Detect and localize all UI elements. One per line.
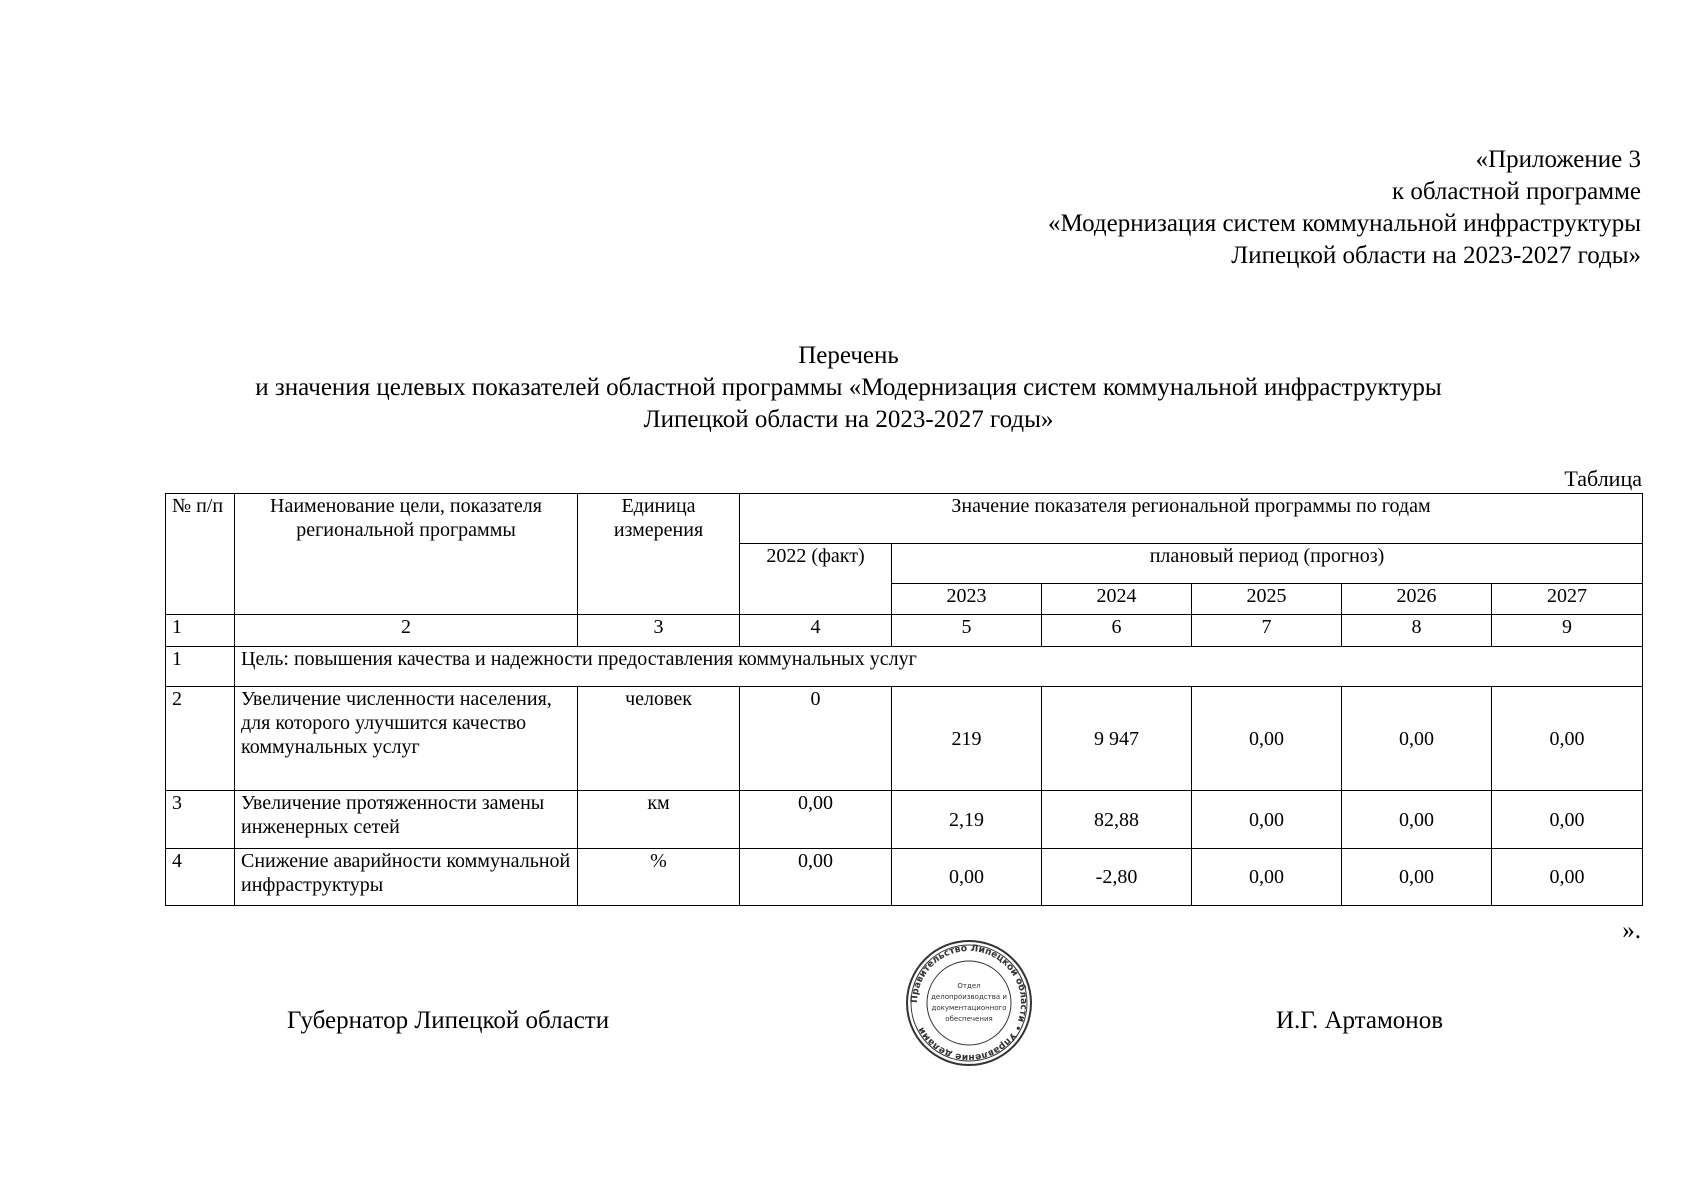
stamp-inner-line: Отдел [957, 982, 981, 990]
row-value: 9 947 [1042, 687, 1192, 791]
header-year: 2027 [1492, 584, 1643, 615]
goal-row [166, 647, 1643, 687]
row-value: 0,00 [1192, 791, 1342, 849]
closing-quote: ». [1622, 917, 1641, 944]
row-value: -2,80 [1042, 849, 1192, 906]
table-row [166, 849, 1643, 906]
header-values-group: Значение показателя региональной программы по годам [740, 494, 1643, 544]
row-value: 0,00 [1192, 849, 1342, 906]
title-line: Перечень [798, 342, 899, 369]
row-name: Увеличение протяженности замены инженерных сетей [235, 791, 578, 849]
row-unit: км [578, 791, 740, 849]
signatory-name: И.Г. Артамонов [1276, 1007, 1443, 1034]
appendix-line: «Модернизация систем коммунальной инфраструктуры [1048, 210, 1641, 237]
header-num: № п/п [166, 494, 235, 615]
table-caption: Таблица [1564, 466, 1642, 491]
header-year: 2026 [1342, 584, 1492, 615]
title-line: Липецкой области на 2023-2027 годы» [643, 406, 1054, 433]
column-number: 8 [1342, 615, 1492, 647]
row-value: 219 [892, 687, 1042, 791]
row-value: 0,00 [1192, 687, 1342, 791]
document-title [0, 340, 1697, 436]
appendix-line: к областной программе [1391, 178, 1641, 205]
stamp-inner-line: документационного [931, 1004, 1007, 1012]
column-number: 7 [1192, 615, 1342, 647]
column-number: 5 [892, 615, 1042, 647]
indicators-table [165, 493, 1643, 906]
row-fact: 0,00 [740, 791, 892, 849]
header-fact-year: 2022 (факт) [740, 544, 892, 615]
column-number-row [166, 615, 1643, 647]
column-number: 9 [1492, 615, 1643, 647]
row-value: 82,88 [1042, 791, 1192, 849]
stamp-outer-text: Правительство Липецкой области • Управление делами [908, 942, 1030, 1064]
row-value: 2,19 [892, 791, 1042, 849]
title-line: и значения целевых показателей областной программы «Модернизация систем коммунальной инфраструктуры [255, 374, 1442, 401]
row-num: 4 [166, 849, 235, 906]
column-number: 1 [166, 615, 235, 647]
column-number: 2 [235, 615, 578, 647]
row-name: Увеличение численности населения, для которого улучшится качество коммунальных услуг [235, 687, 578, 791]
column-number: 3 [578, 615, 740, 647]
row-value: 0,00 [1342, 687, 1492, 791]
header-plan-period: плановый период (прогноз) [892, 544, 1643, 584]
row-unit: % [578, 849, 740, 906]
row-value: 0,00 [1492, 687, 1643, 791]
row-name: Снижение аварийности коммунальной инфраструктуры [235, 849, 578, 906]
row-value: 0,00 [1492, 791, 1643, 849]
header-name: Наименование цели, показателя региональной программы [235, 494, 578, 615]
table-row [166, 791, 1643, 849]
row-value: 0,00 [1342, 791, 1492, 849]
header-year: 2024 [1042, 584, 1192, 615]
stamp-inner-line: делопроизводства и [931, 993, 1007, 1001]
goal-text: Цель: повышения качества и надежности предоставления коммунальных услуг [235, 647, 1643, 687]
header-unit: Единица измерения [578, 494, 740, 615]
row-num: 2 [166, 687, 235, 791]
header-year: 2025 [1192, 584, 1342, 615]
row-unit: человек [578, 687, 740, 791]
goal-num: 1 [166, 647, 235, 687]
signatory-position: Губернатор Липецкой области [287, 1007, 610, 1034]
official-stamp [904, 938, 1034, 1068]
row-num: 3 [166, 791, 235, 849]
row-fact: 0,00 [740, 849, 892, 906]
row-value: 0,00 [1342, 849, 1492, 906]
stamp-inner-line: обеспечения [945, 1015, 993, 1023]
table-row [166, 687, 1643, 791]
row-value: 0,00 [1492, 849, 1643, 906]
column-number: 4 [740, 615, 892, 647]
appendix-line: Липецкой области на 2023-2027 годы» [1231, 242, 1641, 269]
column-number: 6 [1042, 615, 1192, 647]
appendix-header [1048, 144, 1641, 272]
row-fact: 0 [740, 687, 892, 791]
row-value: 0,00 [892, 849, 1042, 906]
appendix-line: «Приложение 3 [1475, 146, 1641, 173]
header-year: 2023 [892, 584, 1042, 615]
